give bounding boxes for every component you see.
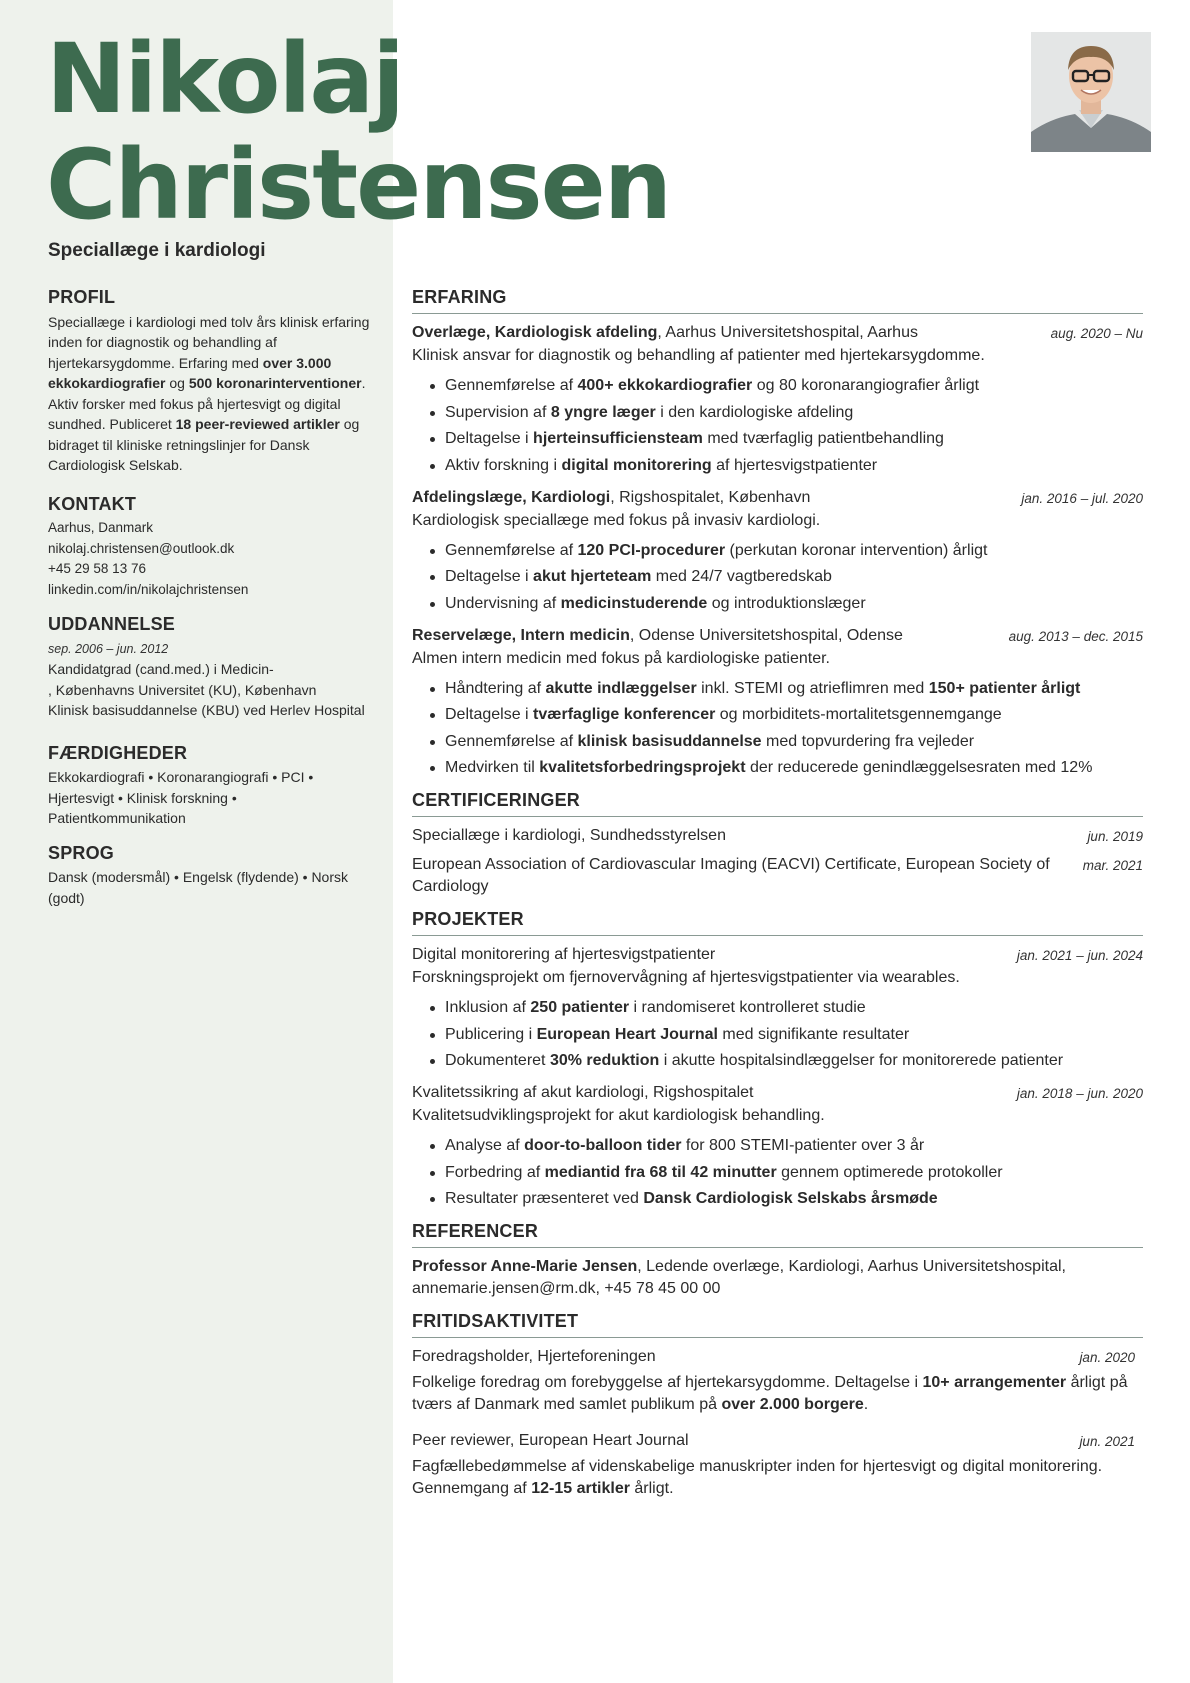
list-item: Resultater præsenteret ved Dansk Cardiologisk Selskabs årsmøde [430, 1188, 1143, 1210]
certifications-section [412, 789, 1143, 898]
profile-heading: PROFIL [48, 287, 116, 307]
contact-location: Aarhus, Danmark [48, 520, 154, 535]
contact-phone[interactable]: +45 29 58 13 76 [48, 561, 146, 576]
sidebar [48, 287, 378, 926]
leisure-heading: FRITIDSAKTIVITET [412, 1310, 1143, 1338]
project-entry [412, 1082, 1143, 1210]
first-name: Nikolaj [46, 23, 404, 135]
skills-section [48, 743, 378, 829]
project-name: Digital monitorering af hjertesvigstpatienter [412, 946, 716, 963]
list-item: Forbedring af mediantid fra 68 til 42 minutter gennem optimerede protokoller [430, 1162, 1143, 1184]
leisure-section [412, 1310, 1143, 1500]
project-description: Forskningsprojekt om fjernovervågning af hjertesvigstpatienter via wearables. [412, 969, 960, 986]
skills-text: Ekkokardiografi • Koronarangiografi • PCI • Hjertesvigt • Klinisk forskning • Patientkommunikation [48, 769, 314, 826]
projects-heading: PROJEKTER [412, 908, 1143, 936]
profile-text: Speciallæge i kardiologi med tolv års klinisk erfaring inden for diagnostik og behandling af hjertekarsygdomme. Erfaring med over 3.000 ekkokardiografier og 500 koronarinterventioner. Aktiv forsker med fokus på hjertesvigt og digital sundhed. Publiceret 18 peer-reviewed artikler og bidraget til kliniske retningslinjer for Dansk Cardiologisk Selskab. [48, 313, 370, 473]
main-content [412, 286, 1143, 1510]
references-section [412, 1220, 1143, 1300]
profile-photo [1031, 32, 1151, 152]
leisure-entry [412, 1430, 1143, 1500]
list-item: Dokumenteret 30% reduktion i akutte hospitalsindlæggelser for monitorerede patienter [430, 1050, 1143, 1072]
list-item: Gennemførelse af 120 PCI-procedurer (perkutan koronar intervention) årligt [430, 540, 1143, 562]
education-extra: Klinisk basisuddannelse (KBU) ved Herlev Hospital [48, 702, 365, 718]
leisure-date: jun. 2021 [1079, 1434, 1135, 1449]
job-date: jan. 2016 – jul. 2020 [1021, 490, 1143, 506]
project-name: Kvalitetssikring af akut kardiologi, Rigshospitalet [412, 1084, 754, 1101]
job-title-line: Reservelæge, Intern medicin, Odense Universitetshospital, Odense [412, 626, 903, 644]
project-date: jan. 2018 – jun. 2020 [1016, 1086, 1143, 1101]
list-item: Deltagelse i hjerteinsufficiensteam med tværfaglig patientbehandling [430, 428, 1143, 450]
education-section [48, 614, 378, 721]
list-item: Håndtering af akutte indlæggelser inkl. STEMI og atrieflimren med 150+ patienter årligt [430, 678, 1143, 700]
education-date: sep. 2006 – jun. 2012 [48, 641, 169, 656]
project-date: jan. 2021 – jun. 2024 [1016, 948, 1143, 963]
experience-heading: ERFARING [412, 286, 1143, 314]
job-bullets [430, 678, 1143, 780]
project-bullets [430, 1135, 1143, 1210]
list-item: Publicering i European Heart Journal med signifikante resultater [430, 1024, 1143, 1046]
certification-item: European Association of Cardiovascular Imaging (EACVI) Certificate, European Society of Cardiology mar. 2021 [412, 856, 1143, 895]
reference-text: Professor Anne-Marie Jensen, Ledende overlæge, Kardiologi, Aarhus Universitetshospital, annemarie.jensen@rm.dk, +45 78 45 00 00 [412, 1258, 1066, 1297]
job-title-line: Overlæge, Kardiologisk afdeling, Aarhus Universitetshospital, Aarhus [412, 324, 918, 341]
list-item: Medvirken til kvalitetsforbedringsprojekt der reducerede genindlæggelsesraten med 12% [430, 757, 1143, 779]
list-item: Inklusion af 250 patienter i randomiseret kontrolleret studie [430, 997, 1143, 1019]
skills-heading: FÆRDIGHEDER [48, 742, 188, 763]
languages-section [48, 843, 378, 909]
job-bullets [430, 540, 1143, 615]
leisure-name: Peer reviewer, European Heart Journal [412, 1432, 689, 1449]
contact-linkedin[interactable]: linkedin.com/in/nikolajchristensen [48, 581, 249, 597]
languages-text: Dansk (modersmål) • Engelsk (flydende) • Norsk (godt) [48, 869, 349, 906]
project-bullets [430, 997, 1143, 1072]
project-entry [412, 944, 1143, 1072]
experience-section [412, 286, 1143, 779]
leisure-entry [412, 1346, 1143, 1416]
education-heading: UDDANNELSE [48, 614, 176, 634]
job-bullets [430, 375, 1143, 477]
references-heading: REFERENCER [412, 1220, 1143, 1248]
job-date: aug. 2020 – Nu [1050, 326, 1143, 341]
job-entry [412, 625, 1143, 780]
job-date: aug. 2013 – dec. 2015 [1008, 628, 1143, 644]
job-title-line: Afdelingslæge, Kardiologi, Rigshospitalet, København [412, 488, 811, 506]
leisure-name: Foredragsholder, Hjerteforeningen [412, 1348, 656, 1365]
leisure-date: jan. 2020 [1079, 1350, 1135, 1365]
list-item: Analyse af door-to-balloon tider for 800 STEMI-patienter over 3 år [430, 1135, 1143, 1157]
job-entry [412, 322, 1143, 477]
profile-section [48, 287, 378, 476]
list-item: Aktiv forskning i digital monitorering af hjertesvigstpatienter [430, 455, 1143, 477]
project-description: Kvalitetsudviklingsprojekt for akut kardiologisk behandling. [412, 1107, 825, 1124]
certification-item: Speciallæge i kardiologi, Sundhedsstyrelsen jun. 2019 [412, 827, 1143, 844]
list-item: Deltagelse i tværfaglige konferencer og morbiditets-mortalitetsgennemgange [430, 704, 1143, 726]
last-name: Christensen [46, 129, 671, 241]
job-description: Klinisk ansvar for diagnostik og behandling af patienter med hjertekarsygdomme. [412, 347, 985, 364]
list-item: Supervision af 8 yngre læger i den kardiologiske afdeling [430, 402, 1143, 424]
job-description: Kardiologisk speciallæge med fokus på invasiv kardiologi. [412, 511, 821, 529]
contact-email[interactable]: nikolaj.christensen@outlook.dk [48, 540, 235, 556]
list-item: Undervisning af medicinstuderende og introduktionslæger [430, 593, 1143, 615]
candidate-name [46, 23, 671, 241]
languages-heading: SPROG [48, 842, 115, 863]
leisure-description: Fagfællebedømmelse af videnskabelige manuskripter inden for hjertesvigt og digital monitorering. Gennemgang af 12-15 artikler årligt. [412, 1458, 1103, 1497]
certifications-heading: CERTIFICERINGER [412, 789, 1143, 817]
education-degree-line2: , Københavns Universitet (KU), København [48, 681, 317, 698]
contact-section [48, 494, 378, 601]
list-item: Gennemførelse af klinisk basisuddannelse med topvurdering fra vejleder [430, 731, 1143, 753]
education-degree-line1: Kandidatgrad (cand.med.) i Medicin- [48, 661, 274, 677]
contact-heading: KONTAKT [48, 493, 137, 514]
job-entry [412, 487, 1143, 615]
job-description: Almen intern medicin med fokus på kardiologiske patienter. [412, 649, 830, 667]
list-item: Deltagelse i akut hjerteteam med 24/7 vagtberedskab [430, 566, 1143, 588]
list-item: Gennemførelse af 400+ ekkokardiografier og 80 koronarangiografier årligt [430, 375, 1143, 397]
leisure-description: Folkelige foredrag om forebyggelse af hjertekarsygdomme. Deltagelse i 10+ arrangementer årligt på tværs af Danmark med samlet publikum på over 2.000 borgere. [412, 1374, 1128, 1413]
job-title: Speciallæge i kardiologi [48, 240, 266, 261]
projects-section [412, 908, 1143, 1210]
